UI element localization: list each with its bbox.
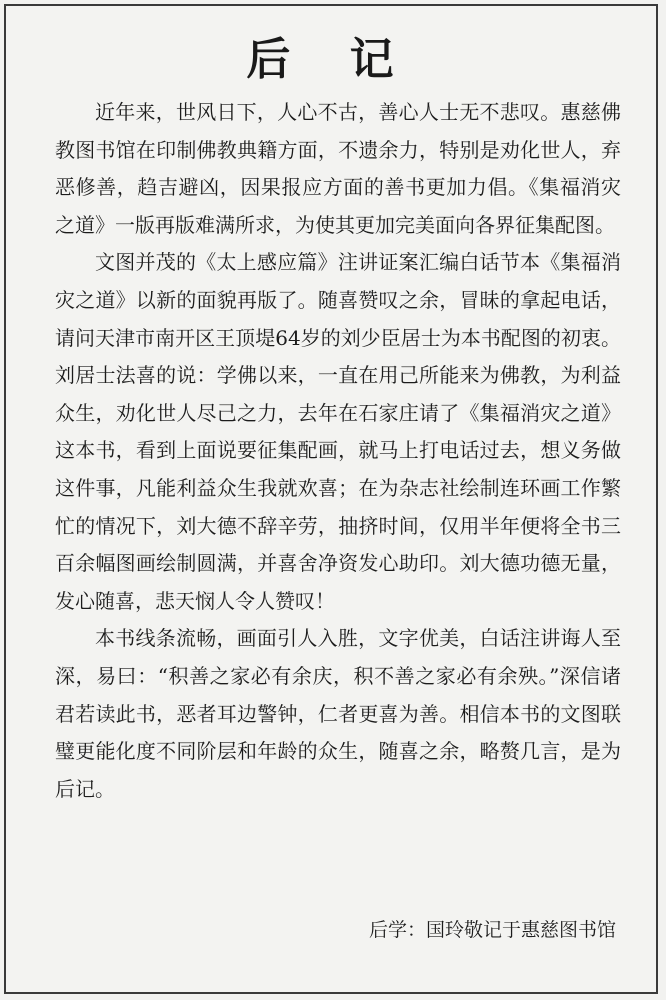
document-page <box>4 4 658 994</box>
paragraph-2: 文图并茂的《太上感应篇》注讲证案汇编白话节本《集福消灾之道》以新的面貌再版了。随喜赞叹之余，冒昧的拿起电话，请问天津市南开区王顶堤64岁的刘少臣居士为本书配图的初衷。刘居士法喜的说：学佛以来，一直在用己所能来为佛教，为利益众生，劝化世人尽己之力，去年在石家庄请了《集福消灾之道》这本书，看到上面说要征集配画，就马上打电话过去，想义务做这件事，凡能利益众生我就欢喜；在为杂志社绘制连环画工作繁忙的情况下，刘大德不辞辛劳，抽挤时间，仅用半年便将全书三百余幅图画绘制圆满，并喜舍净资发心助印。刘大德功德无量，发心随喜，悲天悯人令人赞叹！ <box>55 250 621 613</box>
document-body <box>55 94 621 808</box>
paragraph-1: 近年来，世风日下，人心不古，善心人士无不悲叹。惠慈佛教图书馆在印制佛教典籍方面，不遗余力，特别是劝化世人，弃恶修善，趋吉避凶，因果报应方面的善书更加力倡。《集福消灾之道》一版再版难满所求，为使其更加完美面向各界征集配图。 <box>55 100 621 237</box>
page-title: 后 记 <box>246 34 416 85</box>
signature: 后学：国玲敬记于惠慈图书馆 <box>368 919 616 941</box>
paragraph-3: 本书线条流畅，画面引人入胜，文字优美，白话注讲诲人至深，易曰：“积善之家必有余庆，积不善之家必有余殃。”深信诸君若读此书，恶者耳边警钟，仁者更喜为善。相信本书的文图联璧更能化度不同阶层和年龄的众生，随喜之余，略赘几言，是为后记。 <box>55 626 621 801</box>
